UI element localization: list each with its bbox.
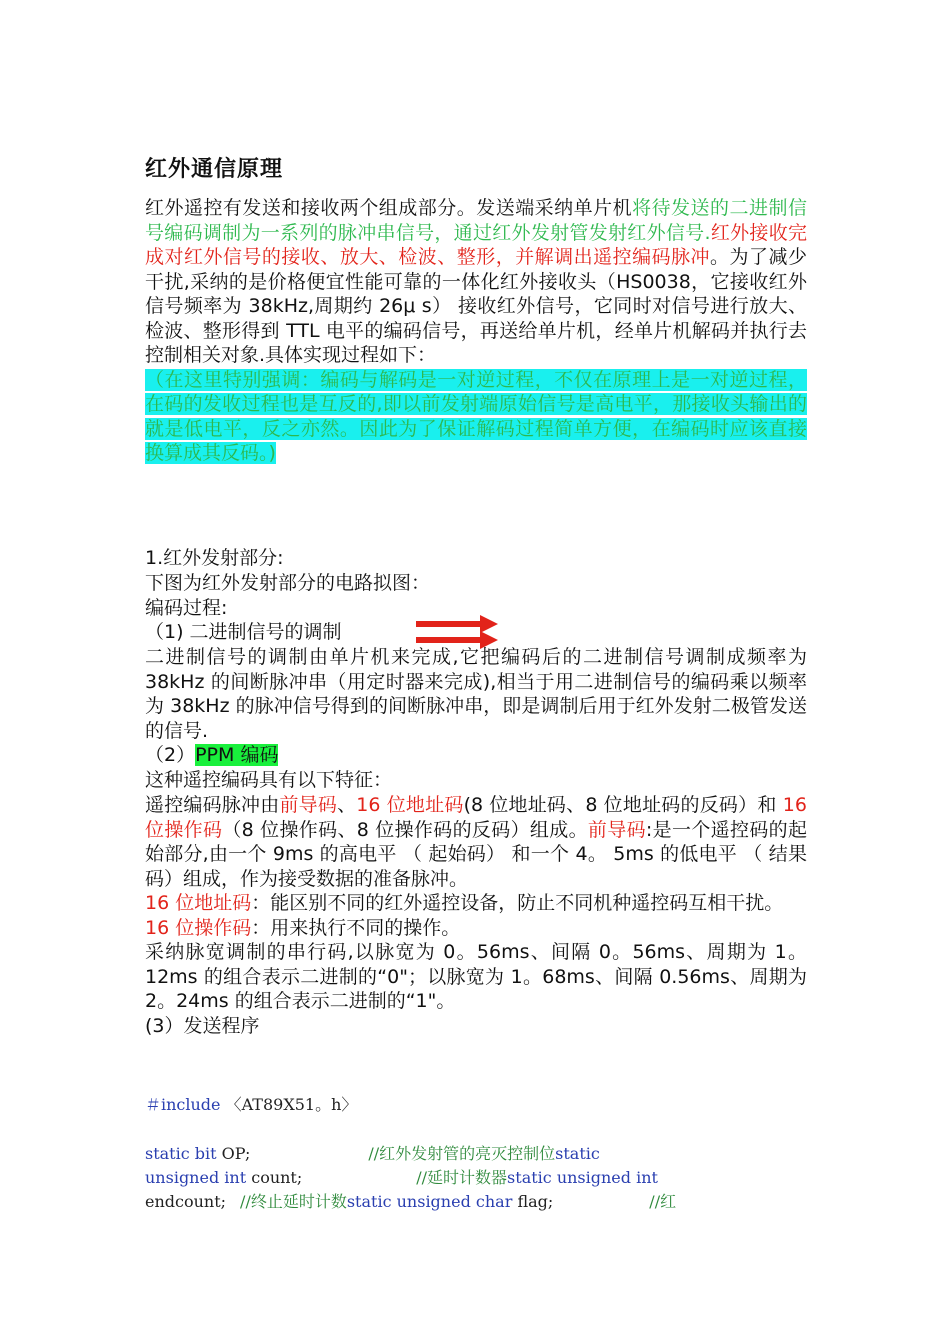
intro-red-text: 红外接收完成对红外信号的接收、放大、检波、整形，并解调出遥控编码脉冲 [145,221,807,268]
code-text: count; [246,1168,303,1187]
sub-heading-2 [145,743,278,768]
code-line-1 [145,1142,600,1167]
feat-text-b: 、 [337,794,357,816]
encoding-label: 编码过程: [145,597,228,619]
highlight-note: （在这里特别强调：编码与解码是一对逆过程，不仅在原理上是一对逆过程，在码的发收过程也是互反的,即以前发射端原始信号是高电平，那接收头输出的就是低电平，反之亦然。因此为了保证解码过程简单方便，在编码时应该直接换算成其反码。) [145,368,807,464]
code-text: endcount; [145,1192,227,1211]
code-text: OP; [216,1144,251,1163]
code-keyword: static unsigned char [346,1192,513,1211]
sub-heading-3: (3）发送程序 [145,1014,260,1037]
sub-heading-1: （1) 二进制信号的调制 [145,621,342,643]
modulation-paragraph: 二进制信号的调制由单片机来完成,它把编码后的二进制信号调制成频率为 38kHz 的间断脉冲串（用定时器来完成),相当于用二进制信号的编码乘以频率为 38kHz 的脉冲信号得到的间断脉冲串，即是调制后用于红外发射二极管发送的信号. [145,646,807,742]
feat-text-c: (8 位地址码、8 位地址码的反码）和 [463,794,783,816]
feat-text-d: （8 位操作码、8 位操作码的反码）组成。 [222,818,588,841]
code-line-3 [145,1190,676,1215]
code-text: flag; [512,1192,554,1211]
feat-text-e: :是一个遥控码的起始部分,由一个 9ms 的高电平 （ 起始码） 和一个 4。 5ms 的低电平 （ 结果码）组成，作为接受数据的准备脉冲。 [145,818,807,890]
page-title: 红外通信原理 [145,157,284,182]
preamble-term-2: 前导码 [587,818,646,841]
intro-text: 红外遥控有发送和接收两个组成部分。发送端采纳单片机 [145,197,633,219]
sub-heading-2-prefix: （2） [145,744,196,766]
code-include [145,1093,357,1118]
ppm-label: PPM 编码 [195,744,279,766]
features-intro: 这种遥控编码具有以下特征： [145,769,393,791]
intro-green-text: 将待发送的二进制信号编码调制为一系列的脉冲串信号，通过红外发射管发射红外信号. [145,197,807,244]
code-keyword: static bit [145,1144,217,1163]
code-keyword: ＃include [145,1095,221,1114]
circuit-intro: 下图为红外发射部分的电路拟图： [145,572,431,594]
code-text: 〈AT89X51。h〉 [220,1095,358,1114]
features-paragraph [145,793,807,1038]
intro-paragraph [145,196,807,466]
code-comment: //延时计数器 [416,1168,508,1187]
intro-rest-text: 。为了减少干扰,采纳的是价格便宜性能可靠的一体化红外接收头（HS0038，它接收红外信号频率为 38kHz,周期约 26μ s） 接收红外信号，它同时对信号进行放大、检波、整形得到 TTL 电平的编码信号，再送给单片机，经单片机解码并执行去控制相关对象.具体实现过程如下： [145,246,807,366]
code-keyword: static [555,1144,600,1163]
feat-text-a: 遥控编码脉冲由 [145,794,280,816]
section-heading: 1.红外发射部分: [145,547,284,569]
code-comment: //红外发射管的亮灭控制位 [368,1144,556,1163]
op-code-desc: ：用来执行不同的操作。 [251,916,461,939]
op-code-label: 16 位操作码 [145,916,252,939]
code-line-2 [145,1166,658,1191]
pwm-desc: 采纳脉宽调制的串行码,以脉宽为 0。56ms、间隔 0。56ms、周期为 1。12ms 的组合表示二进制的“0"；以脉宽为 1。68ms、间隔 0.56ms、周期为 2。24ms 的组合表示二进制的“1"。 [145,941,807,1012]
address-code-label: 16 位地址码 [145,892,252,914]
op-code-term: 16 位操作码 [145,794,807,841]
code-comment: //红 [649,1192,677,1211]
preamble-term: 前导码 [279,794,338,816]
address-code-term: 16 位地址码 [356,794,464,816]
address-code-desc: ：能区别不同的红外遥控设备，防止不同机种遥控码互相干扰。 [251,892,784,914]
code-keyword: unsigned int [145,1168,247,1187]
code-comment: //终止延时计数 [240,1192,347,1211]
code-keyword: static unsigned int [507,1168,658,1187]
